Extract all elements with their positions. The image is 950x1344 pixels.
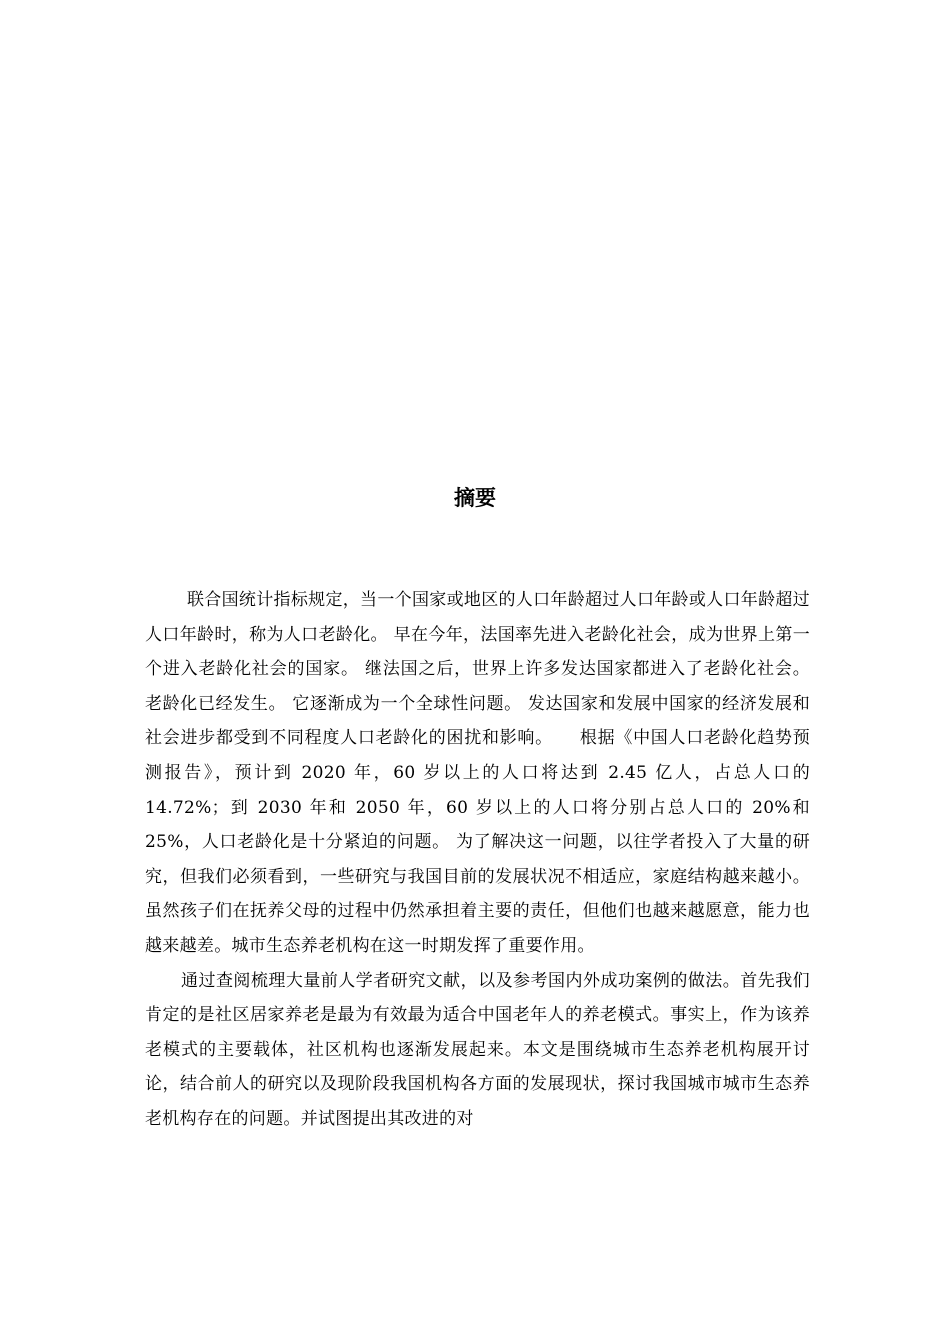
abstract-body [145,583,810,1137]
abstract-paragraph-2: 通过查阅梳理大量前人学者研究文献，以及参考国内外成功案例的做法。首先我们肯定的是社区居家养老是最为有效最为适合中国老年人的养老模式。事实上，作为该养老模式的主要载体，社区机构也逐渐发展起来。本文是围绕城市生态养老机构展开讨论，结合前人的研究以及现阶段我国机构各方面的发展现状，探讨我国城市城市生态养老机构存在的问题。并试图提出其改进的对 [145,970,810,1129]
abstract-paragraph-1: 联合国统计指标规定，当一个国家或地区的人口年龄超过人口年龄或人口年龄超过人口年龄时，称为人口老龄化。 早在今年，法国率先进入老龄化社会，成为世界上第一个进入老龄化社会的国家。 继法国之后，世界上许多发达国家都进入了老龄化社会。 老龄化已经发生。 它逐渐成为一个全球性问题。 发达国家和发展中国家的经济发展和社会进步都受到不同程度人口老龄化的困扰和影响。 根据《中国人口老龄化趋势预测报告》，预计到 2020 年，60 岁以上的人口将达到 2.45 亿人，占总人口的 14.72%；到 2030 年和 2050 年，60 岁以上的人口将分别占总人口的 20%和 25%，人口老龄化是十分紧迫的问题。 为了解决这一问题，以往学者投入了大量的研究，但我们必须看到，一些研究与我国目前的发展状况不相适应，家庭结构越来越小。虽然孩子们在抚养父母的过程中仍然承担着主要的责任，但他们也越来越愿意，能力也越来越差。城市生态养老机构在这一时期发挥了重要作用。 [145,590,810,956]
abstract-title: 摘要 [454,486,496,510]
